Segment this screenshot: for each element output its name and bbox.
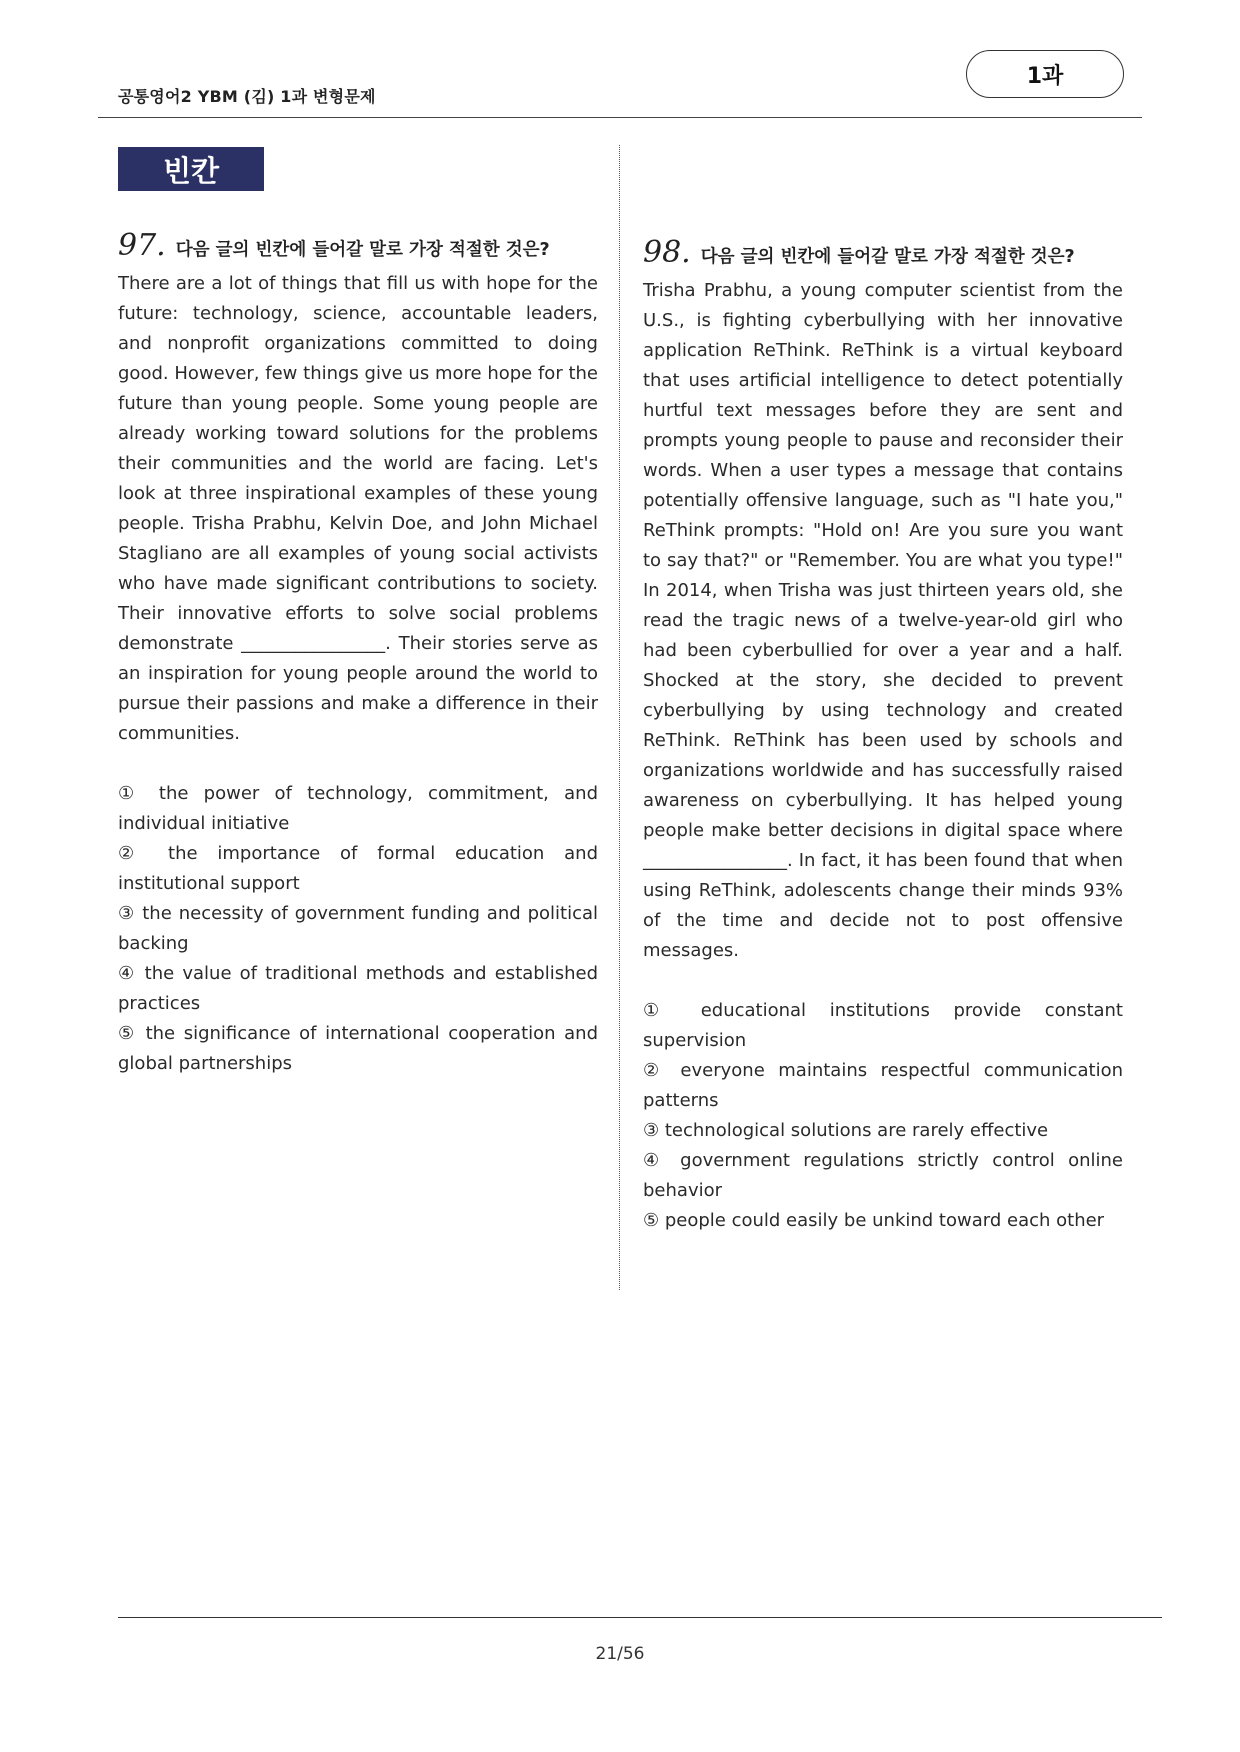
- answer-options: [118, 779, 598, 1079]
- answer-option-5[interactable]: ⑤ the significance of international cooperation and global partnerships: [118, 1023, 598, 1074]
- answer-option-2[interactable]: ② everyone maintains respectful communication patterns: [643, 1060, 1123, 1111]
- page-number: 21/56: [595, 1644, 645, 1664]
- footer-divider: [118, 1617, 1162, 1618]
- question-number: 97.: [118, 228, 166, 263]
- answer-options: [643, 996, 1123, 1236]
- answer-option-4[interactable]: ④ the value of traditional methods and established practices: [118, 963, 598, 1014]
- question-heading: [118, 228, 598, 263]
- answer-option-5[interactable]: ⑤ people could easily be unkind toward each other: [643, 1210, 1105, 1231]
- question-prompt: 다음 글의 빈칸에 들어갈 말로 가장 적절한 것은?: [700, 247, 1075, 267]
- lesson-badge: 1과: [966, 50, 1124, 98]
- answer-option-4[interactable]: ④ government regulations strictly control online behavior: [643, 1150, 1123, 1201]
- answer-option-3[interactable]: ③ the necessity of government funding and political backing: [118, 903, 598, 954]
- section-tag: 빈칸: [118, 147, 264, 191]
- header-divider: [98, 117, 1142, 118]
- answer-option-2[interactable]: ② the importance of formal education and institutional support: [118, 843, 598, 894]
- question-passage: There are a lot of things that fill us with hope for the future: technology, science, accountable leaders, and nonprofit organizations committed to doing good. However, few things give us more hope for the future than young people. Some young people are already working toward solutions for the problems their communities and the world are facing. Let's look at three inspirational examples of these young people. Trisha Prabhu, Kelvin Doe, and John Michael Stagliano are all examples of young social activists who have made significant contributions to society. Their innovative efforts to solve social problems demonstrate ________________. Their stories serve as an inspiration for young people around the world to pursue their passions and make a difference in their communities.: [118, 273, 598, 744]
- document-header-title: 공통영어2 YBM (김) 1과 변형문제: [118, 87, 376, 106]
- question-97: [118, 228, 598, 1079]
- answer-option-3[interactable]: ③ technological solutions are rarely effective: [643, 1120, 1049, 1141]
- question-passage: Trisha Prabhu, a young computer scientist from the U.S., is fighting cyberbullying with her innovative application ReThink. ReThink is a virtual keyboard that uses artificial intelligence to detect potentially hurtful text messages before they are sent and prompts young people to pause and reconsider their words. When a user types a message that contains potentially offensive language, such as "I hate you," ReThink prompts: "Hold on! Are you sure you want to say that?" or "Remember. You are what you type!" In 2014, when Trisha was just thirteen years old, she read the tragic news of a twelve-year-old girl who had been cyberbullied for over a year and a half. Shocked at the story, she decided to prevent cyberbullying by using technology and created ReThink. ReThink has been used by schools and organizations worldwide and has successfully raised awareness on cyberbullying. It has helped young people make better decisions in digital space where ________________. In fact, it has been found that when using ReThink, adolescents change their minds 93% of the time and decide not to post offensive messages.: [643, 280, 1123, 961]
- question-number: 98.: [643, 235, 691, 270]
- question-98: [643, 235, 1123, 1236]
- question-heading: [643, 235, 1123, 270]
- answer-option-1[interactable]: ① the power of technology, commitment, and individual initiative: [118, 783, 598, 834]
- column-divider: [619, 145, 620, 1290]
- question-prompt: 다음 글의 빈칸에 들어갈 말로 가장 적절한 것은?: [175, 240, 550, 260]
- answer-option-1[interactable]: ① educational institutions provide constant supervision: [643, 1000, 1123, 1051]
